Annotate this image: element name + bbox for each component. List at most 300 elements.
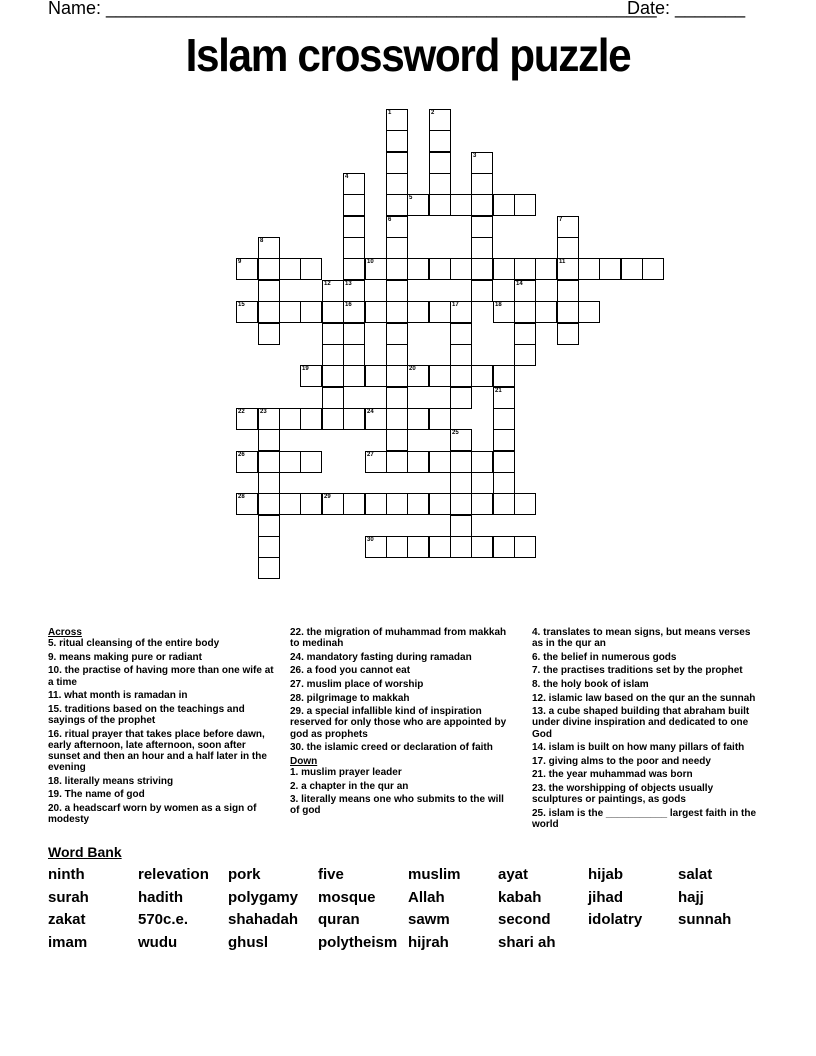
crossword-cell[interactable] bbox=[642, 258, 664, 280]
clue-number: 12. bbox=[532, 692, 546, 704]
crossword-cell[interactable] bbox=[514, 194, 536, 216]
crossword-cell[interactable] bbox=[300, 493, 322, 515]
crossword-cell[interactable] bbox=[236, 301, 258, 323]
clue-text: literally means one who submits to the will of god bbox=[290, 794, 504, 817]
clue-number: 17. bbox=[532, 755, 546, 767]
crossword-cell[interactable] bbox=[557, 280, 579, 302]
crossword-cell[interactable] bbox=[535, 258, 557, 280]
clue-number: 22. bbox=[290, 627, 304, 638]
crossword-cell[interactable] bbox=[407, 536, 429, 558]
crossword-cell[interactable] bbox=[450, 472, 472, 494]
crossword-cell[interactable] bbox=[386, 280, 408, 302]
crossword-cell[interactable] bbox=[514, 323, 536, 345]
clue-number: 16. bbox=[48, 728, 62, 740]
word-bank-item: pork bbox=[228, 866, 261, 883]
crossword-cell[interactable] bbox=[258, 301, 280, 323]
clue-number: 2. bbox=[290, 780, 299, 792]
crossword-cell[interactable] bbox=[386, 258, 408, 280]
crossword-cell[interactable] bbox=[300, 451, 322, 473]
cell-number: 28 bbox=[238, 494, 245, 500]
crossword-cell[interactable] bbox=[514, 301, 536, 323]
crossword-cell[interactable] bbox=[258, 429, 280, 451]
crossword-cell[interactable] bbox=[322, 365, 344, 387]
crossword-cell[interactable] bbox=[386, 429, 408, 451]
crossword-cell[interactable] bbox=[450, 429, 472, 451]
crossword-cell[interactable] bbox=[493, 258, 515, 280]
clue-heading: Down bbox=[290, 755, 318, 767]
cell-number: 16 bbox=[345, 302, 352, 308]
word-bank-item: five bbox=[318, 866, 344, 883]
crossword-cell[interactable] bbox=[429, 365, 451, 387]
crossword-cell[interactable] bbox=[514, 258, 536, 280]
crossword-cell[interactable] bbox=[322, 387, 344, 409]
crossword-cell[interactable] bbox=[236, 408, 258, 430]
cell-number: 26 bbox=[238, 452, 245, 458]
crossword-cell[interactable] bbox=[386, 365, 408, 387]
name-field[interactable]: Name: _______________________________________________________ bbox=[48, 0, 657, 18]
crossword-cell[interactable] bbox=[493, 194, 515, 216]
word-bank-item: ayat bbox=[498, 866, 529, 883]
clue-number: 4. bbox=[532, 627, 541, 638]
crossword-cell[interactable] bbox=[258, 536, 280, 558]
clue-heading: Across bbox=[48, 627, 82, 638]
crossword-cell[interactable] bbox=[386, 109, 408, 131]
clues-column-2 bbox=[290, 627, 516, 819]
word-bank-item: salat bbox=[678, 866, 713, 883]
crossword-cell[interactable] bbox=[386, 387, 408, 409]
crossword-cell[interactable] bbox=[450, 536, 472, 558]
word-bank-item: idolatry bbox=[588, 911, 643, 929]
crossword-cell[interactable] bbox=[557, 301, 579, 323]
crossword-cell[interactable] bbox=[429, 408, 451, 430]
cell-number: 2 bbox=[431, 110, 435, 116]
crossword-cell[interactable] bbox=[450, 194, 472, 216]
crossword-cell[interactable] bbox=[493, 408, 515, 430]
crossword-cell[interactable] bbox=[578, 301, 600, 323]
crossword-cell[interactable] bbox=[386, 237, 408, 259]
word-bank-item: polytheism bbox=[318, 934, 398, 952]
crossword-cell[interactable] bbox=[258, 493, 280, 515]
clue-number: 21. bbox=[532, 769, 546, 781]
cell-number: 21 bbox=[495, 388, 502, 394]
clue-text: ritual prayer that takes place before dawn, early afternoon, late afternoon, soon after sunset and then an hour and a half later in the evening bbox=[48, 728, 267, 774]
crossword-cell[interactable] bbox=[279, 301, 301, 323]
word-bank-item: hijab bbox=[588, 866, 624, 883]
clue-item bbox=[48, 789, 274, 800]
clue-number: 27. bbox=[290, 678, 304, 690]
word-bank-item: sawm bbox=[408, 911, 450, 929]
crossword-cell[interactable] bbox=[258, 237, 280, 259]
crossword-cell[interactable] bbox=[407, 194, 429, 216]
crossword-cell[interactable] bbox=[429, 109, 451, 131]
crossword-cell[interactable] bbox=[322, 493, 344, 515]
clue-number: 20. bbox=[48, 802, 62, 814]
word-bank-item: ninth bbox=[48, 866, 85, 883]
crossword-cell[interactable] bbox=[493, 536, 515, 558]
clue-number: 25. bbox=[532, 807, 546, 819]
clue-number: 24. bbox=[290, 651, 304, 663]
crossword-cell[interactable] bbox=[322, 344, 344, 366]
crossword-cell[interactable] bbox=[471, 536, 493, 558]
crossword-cell[interactable] bbox=[365, 536, 387, 558]
crossword-cell[interactable] bbox=[322, 408, 344, 430]
crossword-cell[interactable] bbox=[450, 258, 472, 280]
cell-number: 11 bbox=[559, 259, 566, 265]
cell-number: 10 bbox=[367, 259, 374, 265]
word-bank-item: kabah bbox=[498, 888, 542, 906]
clue-number: 8. bbox=[532, 678, 541, 690]
crossword-cell[interactable] bbox=[322, 301, 344, 323]
clue-number: 13. bbox=[532, 706, 546, 718]
crossword-cell[interactable] bbox=[493, 493, 515, 515]
crossword-cell[interactable] bbox=[471, 280, 493, 302]
cell-number: 18 bbox=[495, 302, 502, 308]
clue-text: traditions based on the teachings and sayings of the prophet bbox=[48, 703, 245, 726]
crossword-cell[interactable] bbox=[493, 365, 515, 387]
crossword-cell[interactable] bbox=[322, 280, 344, 302]
crossword-cell[interactable] bbox=[407, 451, 429, 473]
word-bank-item: sunnah bbox=[678, 911, 732, 929]
word-bank-item: muslim bbox=[408, 866, 461, 883]
crossword-cell[interactable] bbox=[258, 408, 280, 430]
clue-text: the year muhammad was born bbox=[545, 769, 693, 781]
crossword-cell[interactable] bbox=[621, 258, 643, 280]
clue-number: 5. bbox=[48, 638, 57, 650]
crossword-cell[interactable] bbox=[386, 194, 408, 216]
cell-number: 29 bbox=[324, 494, 331, 500]
cell-number: 12 bbox=[324, 281, 331, 287]
clue-text: the islamic creed or declaration of faith bbox=[303, 742, 493, 754]
clue-text: pilgrimage to makkah bbox=[303, 692, 410, 704]
crossword-cell[interactable] bbox=[471, 258, 493, 280]
crossword-cell[interactable] bbox=[343, 280, 365, 302]
word-bank-title: Word Bank bbox=[48, 844, 122, 860]
crossword-cell[interactable] bbox=[386, 536, 408, 558]
word-bank-item: hajj bbox=[678, 888, 704, 906]
word-bank-item: wudu bbox=[138, 934, 178, 952]
crossword-cell[interactable] bbox=[407, 258, 429, 280]
cell-number: 25 bbox=[452, 430, 459, 436]
crossword-cell[interactable] bbox=[557, 216, 579, 238]
clue-text: literally means striving bbox=[61, 775, 174, 787]
crossword-cell[interactable] bbox=[343, 408, 365, 430]
clue-text: The name of god bbox=[61, 789, 145, 801]
clue-item bbox=[48, 704, 274, 726]
crossword-cell[interactable] bbox=[258, 557, 280, 579]
crossword-cell[interactable] bbox=[578, 258, 600, 280]
clue-text: a food you cannot eat bbox=[303, 665, 411, 677]
crossword-cell[interactable] bbox=[450, 301, 472, 323]
clue-item bbox=[290, 693, 516, 704]
clue-item bbox=[48, 665, 274, 687]
crossword-cell[interactable] bbox=[514, 280, 536, 302]
crossword-cell[interactable] bbox=[279, 408, 301, 430]
crossword-cell[interactable] bbox=[407, 301, 429, 323]
crossword-cell[interactable] bbox=[236, 493, 258, 515]
crossword-cell[interactable] bbox=[343, 194, 365, 216]
crossword-cell[interactable] bbox=[429, 152, 451, 174]
crossword-cell[interactable] bbox=[258, 472, 280, 494]
clue-item bbox=[532, 627, 762, 649]
crossword-cell[interactable] bbox=[429, 301, 451, 323]
clue-text: ritual cleansing of the entire body bbox=[56, 638, 220, 650]
crossword-cell[interactable] bbox=[386, 130, 408, 152]
crossword-cell[interactable] bbox=[557, 323, 579, 345]
clue-text: what month is ramadan in bbox=[61, 690, 188, 702]
word-bank-item: hadith bbox=[138, 888, 183, 906]
clue-number: 9. bbox=[48, 651, 57, 663]
crossword-cell[interactable] bbox=[258, 451, 280, 473]
crossword-cell[interactable] bbox=[493, 387, 515, 409]
crossword-cell[interactable] bbox=[493, 301, 515, 323]
clue-item bbox=[48, 638, 274, 649]
cell-number: 1 bbox=[388, 110, 392, 116]
page-title: Islam crossword puzzle bbox=[185, 29, 631, 81]
crossword-cell[interactable] bbox=[279, 258, 301, 280]
crossword-cell[interactable] bbox=[386, 301, 408, 323]
clue-text: muslim place of worship bbox=[303, 678, 424, 690]
clues-column-3 bbox=[532, 627, 762, 833]
crossword-cell[interactable] bbox=[429, 194, 451, 216]
crossword-cell[interactable] bbox=[429, 173, 451, 195]
word-bank-item: shahadah bbox=[228, 911, 299, 929]
clue-number: 11. bbox=[48, 690, 62, 702]
crossword-cell[interactable] bbox=[407, 493, 429, 515]
crossword-cell[interactable] bbox=[365, 493, 387, 515]
clue-text: islam is the ___________ largest faith in the world bbox=[532, 807, 757, 830]
crossword-cell[interactable] bbox=[514, 536, 536, 558]
cell-number: 4 bbox=[345, 174, 349, 180]
cell-number: 14 bbox=[516, 281, 523, 287]
word-bank-item: second bbox=[498, 911, 551, 929]
clue-number: 10. bbox=[48, 665, 62, 677]
clue-text: giving alms to the poor and needy bbox=[545, 755, 711, 767]
crossword-cell[interactable] bbox=[365, 365, 387, 387]
clue-item bbox=[48, 652, 274, 663]
clue-item bbox=[532, 665, 762, 676]
crossword-cell[interactable] bbox=[450, 493, 472, 515]
crossword-cell[interactable] bbox=[429, 130, 451, 152]
cell-number: 9 bbox=[238, 259, 242, 265]
cell-number: 17 bbox=[452, 302, 459, 308]
crossword-cell[interactable] bbox=[386, 408, 408, 430]
crossword-cell[interactable] bbox=[279, 493, 301, 515]
crossword-cell[interactable] bbox=[343, 237, 365, 259]
crossword-cell[interactable] bbox=[343, 216, 365, 238]
clue-number: 3. bbox=[290, 794, 299, 806]
clue-item bbox=[48, 690, 274, 701]
clue-item bbox=[532, 742, 762, 753]
clue-text: the practises traditions set by the prophet bbox=[540, 665, 743, 677]
cell-number: 27 bbox=[367, 452, 374, 458]
crossword-cell[interactable] bbox=[386, 493, 408, 515]
crossword-cell[interactable] bbox=[236, 258, 258, 280]
crossword-cell[interactable] bbox=[557, 258, 579, 280]
crossword-cell[interactable] bbox=[407, 408, 429, 430]
crossword-cell[interactable] bbox=[599, 258, 621, 280]
clue-item bbox=[290, 767, 516, 778]
cell-number: 5 bbox=[409, 195, 413, 201]
crossword-cell[interactable] bbox=[471, 173, 493, 195]
crossword-cell[interactable] bbox=[258, 280, 280, 302]
crossword-cell[interactable] bbox=[535, 301, 557, 323]
clue-item bbox=[532, 679, 762, 690]
clue-text: islam is built on how many pillars of faith bbox=[545, 742, 745, 754]
crossword-cell[interactable] bbox=[343, 173, 365, 195]
clue-item bbox=[532, 652, 762, 663]
cell-number: 24 bbox=[367, 409, 374, 415]
crossword-cell[interactable] bbox=[300, 365, 322, 387]
clue-item bbox=[532, 808, 762, 830]
clue-text: the holy book of islam bbox=[540, 678, 649, 690]
crossword-cell[interactable] bbox=[493, 429, 515, 451]
clue-text: a headscarf worn by women as a sign of modesty bbox=[48, 802, 257, 826]
crossword-cell[interactable] bbox=[429, 536, 451, 558]
cell-number: 7 bbox=[559, 217, 563, 223]
word-bank-item: shari ah bbox=[498, 934, 556, 952]
crossword-cell[interactable] bbox=[429, 258, 451, 280]
clue-text: the belief in numerous gods bbox=[540, 651, 677, 663]
crossword-cell[interactable] bbox=[300, 258, 322, 280]
crossword-cell[interactable] bbox=[343, 365, 365, 387]
crossword-cell[interactable] bbox=[493, 472, 515, 494]
clue-text: a chapter in the qur an bbox=[298, 780, 409, 792]
cell-number: 20 bbox=[409, 366, 416, 372]
crossword-cell[interactable] bbox=[343, 258, 365, 280]
clue-item bbox=[290, 679, 516, 690]
clue-item bbox=[290, 627, 516, 649]
clue-number: 18. bbox=[48, 775, 62, 787]
word-bank-item: polygamy bbox=[228, 888, 299, 906]
crossword-cell[interactable] bbox=[343, 301, 365, 323]
clue-number: 29. bbox=[290, 706, 304, 718]
crossword-cell[interactable] bbox=[386, 323, 408, 345]
clue-item bbox=[290, 794, 516, 816]
crossword-cell[interactable] bbox=[429, 493, 451, 515]
clue-text: mandatory fasting during ramadan bbox=[303, 651, 472, 663]
word-bank-item: mosque bbox=[318, 888, 376, 906]
clue-number: 28. bbox=[290, 692, 304, 704]
clue-item bbox=[48, 729, 274, 774]
crossword-cell[interactable] bbox=[471, 194, 493, 216]
crossword-cell[interactable] bbox=[258, 323, 280, 345]
cell-number: 3 bbox=[473, 153, 477, 159]
crossword-cell[interactable] bbox=[343, 493, 365, 515]
clue-text: muslim prayer leader bbox=[298, 766, 402, 778]
clue-number: 1. bbox=[290, 766, 299, 778]
crossword-cell[interactable] bbox=[386, 216, 408, 238]
cell-number: 15 bbox=[238, 302, 245, 308]
crossword-cell[interactable] bbox=[258, 515, 280, 537]
crossword-cell[interactable] bbox=[450, 344, 472, 366]
clue-item bbox=[290, 742, 516, 753]
crossword-cell[interactable] bbox=[365, 451, 387, 473]
crossword-cell[interactable] bbox=[514, 344, 536, 366]
clue-item bbox=[290, 706, 516, 740]
clue-number: 15. bbox=[48, 703, 62, 715]
clue-item bbox=[532, 693, 762, 704]
cell-number: 19 bbox=[302, 366, 309, 372]
clue-item bbox=[532, 769, 762, 780]
clue-text: a special infallible kind of inspiration reserved for only those who are appointed by god as prophets bbox=[290, 706, 507, 740]
crossword-cell[interactable] bbox=[343, 344, 365, 366]
word-bank-item: Allah bbox=[408, 888, 445, 906]
clue-number: 7. bbox=[532, 665, 541, 677]
word-bank-item: jihad bbox=[588, 888, 624, 906]
crossword-cell[interactable] bbox=[386, 152, 408, 174]
crossword-cell[interactable] bbox=[450, 451, 472, 473]
crossword-cell[interactable] bbox=[471, 451, 493, 473]
word-bank-item: quran bbox=[318, 911, 360, 929]
crossword-cell[interactable] bbox=[365, 258, 387, 280]
crossword-cell[interactable] bbox=[450, 365, 472, 387]
word-bank-item: hijrah bbox=[408, 934, 449, 952]
crossword-cell[interactable] bbox=[471, 493, 493, 515]
crossword-cell[interactable] bbox=[471, 152, 493, 174]
clue-item bbox=[290, 652, 516, 663]
crossword-cell[interactable] bbox=[429, 451, 451, 473]
crossword-cell[interactable] bbox=[300, 301, 322, 323]
crossword-cell[interactable] bbox=[386, 344, 408, 366]
crossword-cell[interactable] bbox=[258, 258, 280, 280]
clue-number: 26. bbox=[290, 665, 304, 677]
crossword-cell[interactable] bbox=[236, 451, 258, 473]
crossword-cell[interactable] bbox=[471, 216, 493, 238]
crossword-cell[interactable] bbox=[322, 323, 344, 345]
crossword-cell[interactable] bbox=[450, 387, 472, 409]
crossword-cell[interactable] bbox=[386, 451, 408, 473]
clue-text: the worshipping of objects usually sculptures or paintings, as gods bbox=[532, 782, 714, 806]
crossword-cell[interactable] bbox=[343, 323, 365, 345]
crossword-cell[interactable] bbox=[471, 237, 493, 259]
crossword-cell[interactable] bbox=[514, 493, 536, 515]
clues-column-1 bbox=[48, 627, 274, 828]
clue-text: a cube shaped building that abraham built under divine inspiration and dedicated to one God bbox=[532, 706, 750, 740]
clue-item bbox=[290, 781, 516, 792]
crossword-cell[interactable] bbox=[279, 451, 301, 473]
crossword-cell[interactable] bbox=[407, 365, 429, 387]
clue-item bbox=[290, 665, 516, 676]
crossword-cell[interactable] bbox=[471, 365, 493, 387]
word-bank-item: ghusl bbox=[228, 934, 268, 952]
crossword-cell[interactable] bbox=[300, 408, 322, 430]
clue-text: translates to mean signs, but means verses as in the qur an bbox=[532, 627, 751, 650]
crossword-cell[interactable] bbox=[365, 408, 387, 430]
clue-number: 6. bbox=[532, 651, 541, 663]
crossword-cell[interactable] bbox=[557, 237, 579, 259]
clue-number: 23. bbox=[532, 782, 546, 794]
cell-number: 13 bbox=[345, 281, 352, 287]
clue-item bbox=[532, 756, 762, 767]
clue-text: islamic law based on the qur an the sunnah bbox=[545, 692, 756, 704]
word-bank-item: surah bbox=[48, 888, 89, 906]
clue-text: the migration of muhammad from makkah to medinah bbox=[290, 627, 507, 650]
crossword-cell[interactable] bbox=[365, 301, 387, 323]
date-field[interactable]: Date: _______ bbox=[627, 0, 746, 18]
clue-text: means making pure or radiant bbox=[56, 651, 202, 663]
crossword-cell[interactable] bbox=[493, 451, 515, 473]
word-bank-item: zakat bbox=[48, 911, 86, 929]
crossword-cell[interactable] bbox=[386, 173, 408, 195]
clue-item bbox=[48, 803, 274, 825]
crossword-cell[interactable] bbox=[450, 323, 472, 345]
clue-item bbox=[532, 783, 762, 805]
word-bank-item: imam bbox=[48, 934, 88, 952]
word-bank-item: 570c.e. bbox=[138, 911, 189, 929]
cell-number: 30 bbox=[367, 537, 374, 543]
cell-number: 23 bbox=[260, 409, 267, 415]
crossword-cell[interactable] bbox=[450, 515, 472, 537]
